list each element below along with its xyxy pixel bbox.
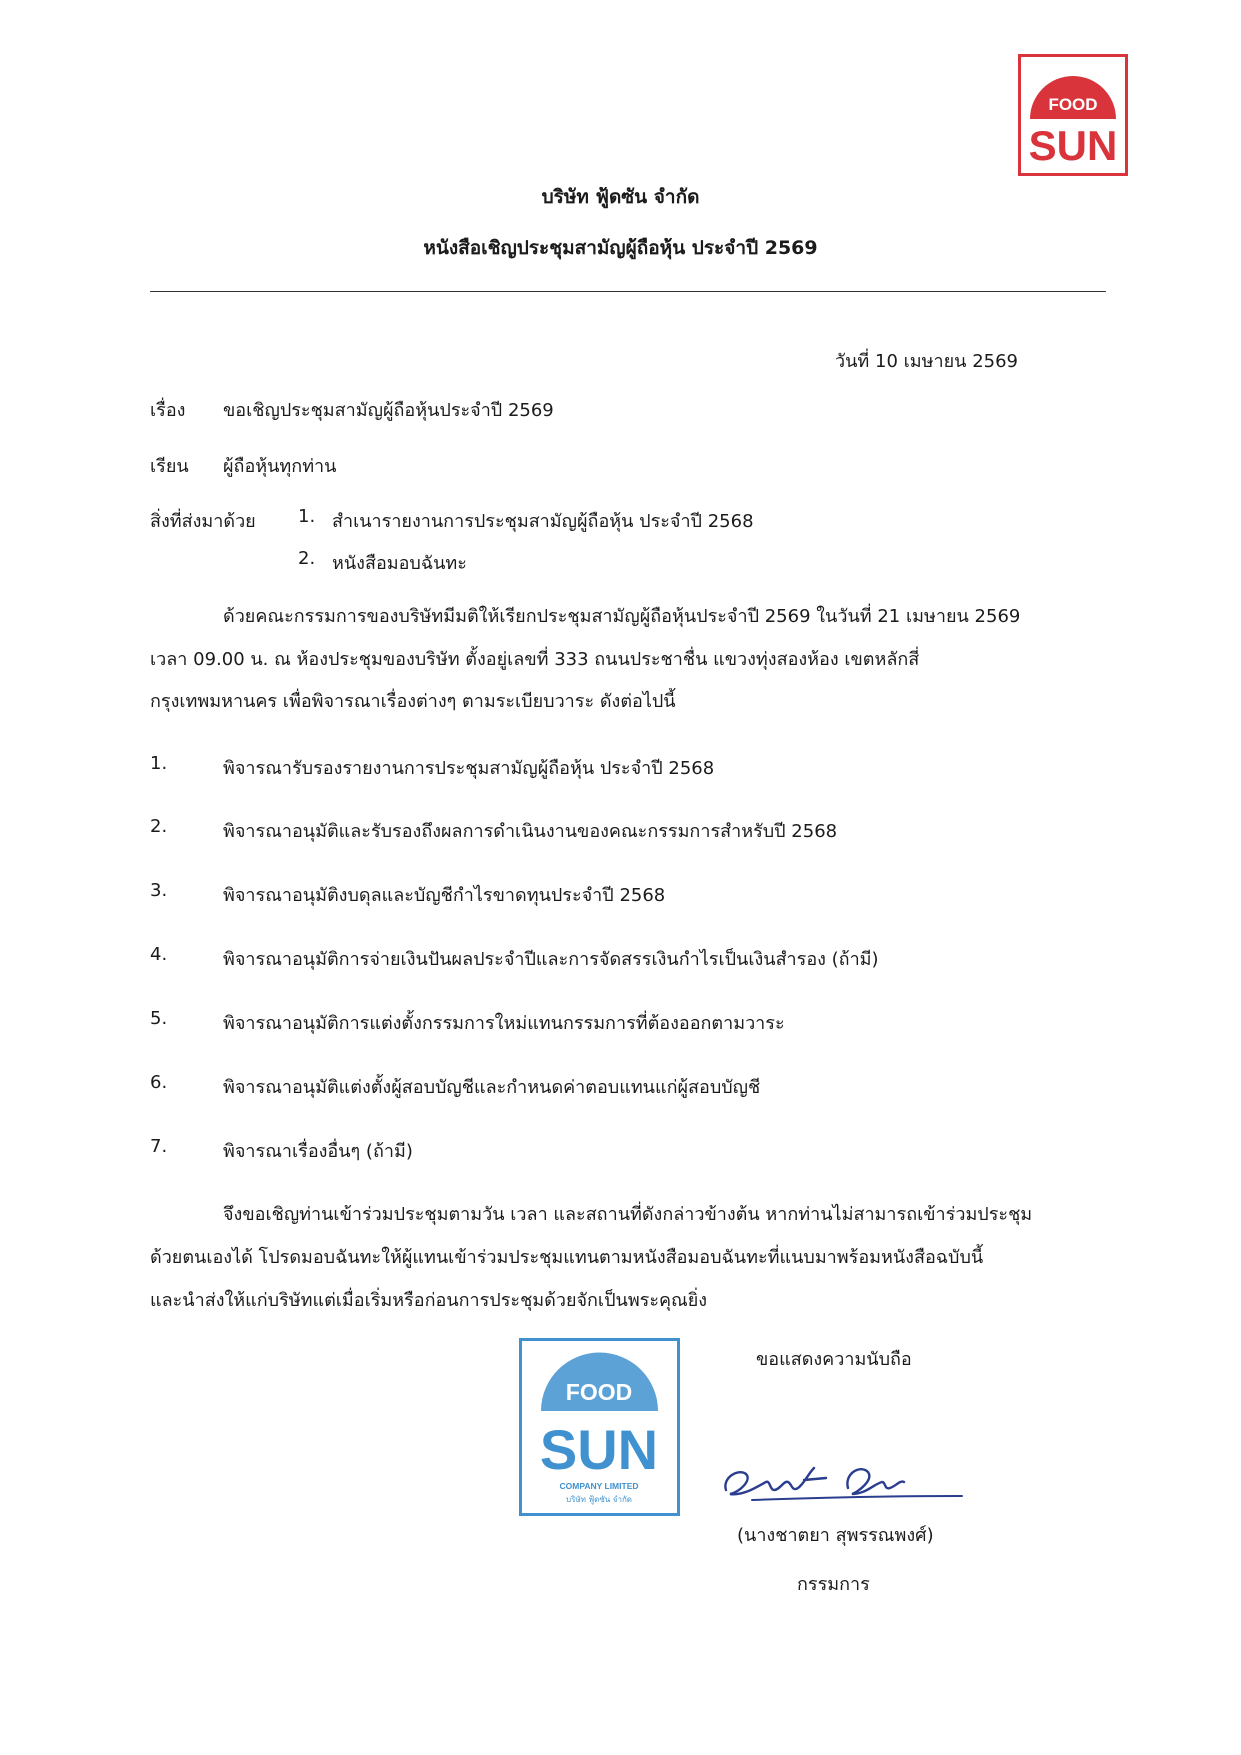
- enclosure-num: 1.: [298, 506, 316, 527]
- stamp-text-sun: SUN: [539, 1418, 659, 1481]
- logo-text-food: FOOD: [1048, 95, 1098, 114]
- agenda-num: 7.: [150, 1136, 168, 1157]
- signature-stroke: [725, 1468, 826, 1494]
- document-date: วันที่ 10 เมษายน 2569: [835, 351, 1018, 372]
- closing-greeting: ขอแสดงความนับถือ: [756, 1349, 912, 1370]
- agenda-item: พิจารณาเรื่องอื่นๆ (ถ้ามี): [223, 1141, 413, 1162]
- subject-value: ขอเชิญประชุมสามัญผู้ถือหุ้นประจำปี 2569: [223, 400, 554, 421]
- agenda-item: พิจารณาอนุมัติและรับรองถึงผลการดำเนินงานของคณะกรรมการสำหรับปี 2568: [223, 821, 838, 842]
- closing-line: จึงขอเชิญท่านเข้าร่วมประชุมตามวัน เวลา และสถานที่ดังกล่าวข้างต้น หากท่านไม่สามารถเข้าร่วมประชุม: [223, 1204, 1033, 1225]
- document-title: หนังสือเชิญประชุมสามัญผู้ถือหุ้น ประจำปี 2569: [423, 237, 818, 259]
- signer-position: กรรมการ: [797, 1574, 870, 1595]
- handwritten-signature-icon: [718, 1450, 968, 1514]
- signature: [718, 1450, 968, 1518]
- agenda-num: 5.: [150, 1008, 168, 1029]
- stamp-sun-icon: [522, 1341, 677, 1513]
- enclosure-num: 2.: [298, 548, 316, 569]
- agenda-item: พิจารณาอนุมัติการจ่ายเงินปันผลประจำปีและการจัดสรรเงินกำไรเป็นเงินสำรอง (ถ้ามี): [223, 949, 879, 970]
- subject-label: เรื่อง: [150, 400, 186, 421]
- enclosure-item: หนังสือมอบฉันทะ: [332, 553, 467, 574]
- enclosures-label: สิ่งที่ส่งมาด้วย: [150, 511, 256, 532]
- agenda-num: 4.: [150, 944, 168, 965]
- agenda-num: 1.: [150, 753, 168, 774]
- agenda-item: พิจารณาอนุมัติการแต่งตั้งกรรมการใหม่แทนกรรมการที่ต้องออกตามวาระ: [223, 1013, 785, 1034]
- header-divider: [150, 291, 1106, 292]
- closing-line: ด้วยตนเองได้ โปรดมอบฉันทะให้ผู้แทนเข้าร่วมประชุมแทนตามหนังสือมอบฉันทะที่แนบมาพร้อมหนังสือฉบับนี้: [150, 1247, 984, 1268]
- stamp-text-thai: บริษัท ฟู้ดซัน จำกัด: [566, 1495, 632, 1504]
- stamp-text-food: FOOD: [565, 1379, 633, 1405]
- agenda-num: 3.: [150, 880, 168, 901]
- closing-line: และนำส่งให้แก่บริษัทแต่เมื่อเริ่มหรือก่อนการประชุมด้วยจักเป็นพระคุณยิ่ง: [150, 1290, 708, 1311]
- sun-logo-icon: [1021, 57, 1125, 173]
- signature-stroke: [847, 1469, 904, 1494]
- logo-text-sun: SUN: [1028, 122, 1118, 169]
- agenda-item: พิจารณารับรองรายงานการประชุมสามัญผู้ถือหุ้น ประจำปี 2568: [223, 758, 715, 779]
- agenda-item: พิจารณาอนุมัติงบดุลและบัญชีกำไรขาดทุนประจำปี 2568: [223, 885, 666, 906]
- company-stamp: [519, 1338, 680, 1516]
- enclosure-item: สำเนารายงานการประชุมสามัญผู้ถือหุ้น ประจำปี 2568: [332, 511, 754, 532]
- intro-line: ด้วยคณะกรรมการของบริษัทมีมติให้เรียกประชุมสามัญผู้ถือหุ้นประจำปี 2569 ในวันที่ 21 เมษายน 2569: [223, 606, 1021, 627]
- to-value: ผู้ถือหุ้นทุกท่าน: [223, 456, 337, 477]
- intro-line: เวลา 09.00 น. ณ ห้องประชุมของบริษัท ตั้งอยู่เลขที่ 333 ถนนประชาชื่น แขวงทุ่งสองห้อง เขตหลักสี่: [150, 649, 920, 670]
- agenda-item: พิจารณาอนุมัติแต่งตั้งผู้สอบบัญชีและกำหนดค่าตอบแทนแก่ผู้สอบบัญชี: [223, 1077, 761, 1098]
- signer-name: (นางชาตยา สุพรรณพงศ์): [737, 1525, 934, 1546]
- intro-line: กรุงเทพมหานคร เพื่อพิจารณาเรื่องต่างๆ ตามระเบียบวาระ ดังต่อไปนี้: [150, 691, 676, 712]
- stamp-text-company: COMPANY LIMITED: [559, 1481, 639, 1491]
- to-label: เรียน: [150, 456, 189, 477]
- signature-underline: [752, 1496, 962, 1500]
- agenda-num: 6.: [150, 1072, 168, 1093]
- agenda-num: 2.: [150, 816, 168, 837]
- company-name: บริษัท ฟู้ดซัน จำกัด: [541, 186, 700, 208]
- company-logo: [1018, 54, 1128, 176]
